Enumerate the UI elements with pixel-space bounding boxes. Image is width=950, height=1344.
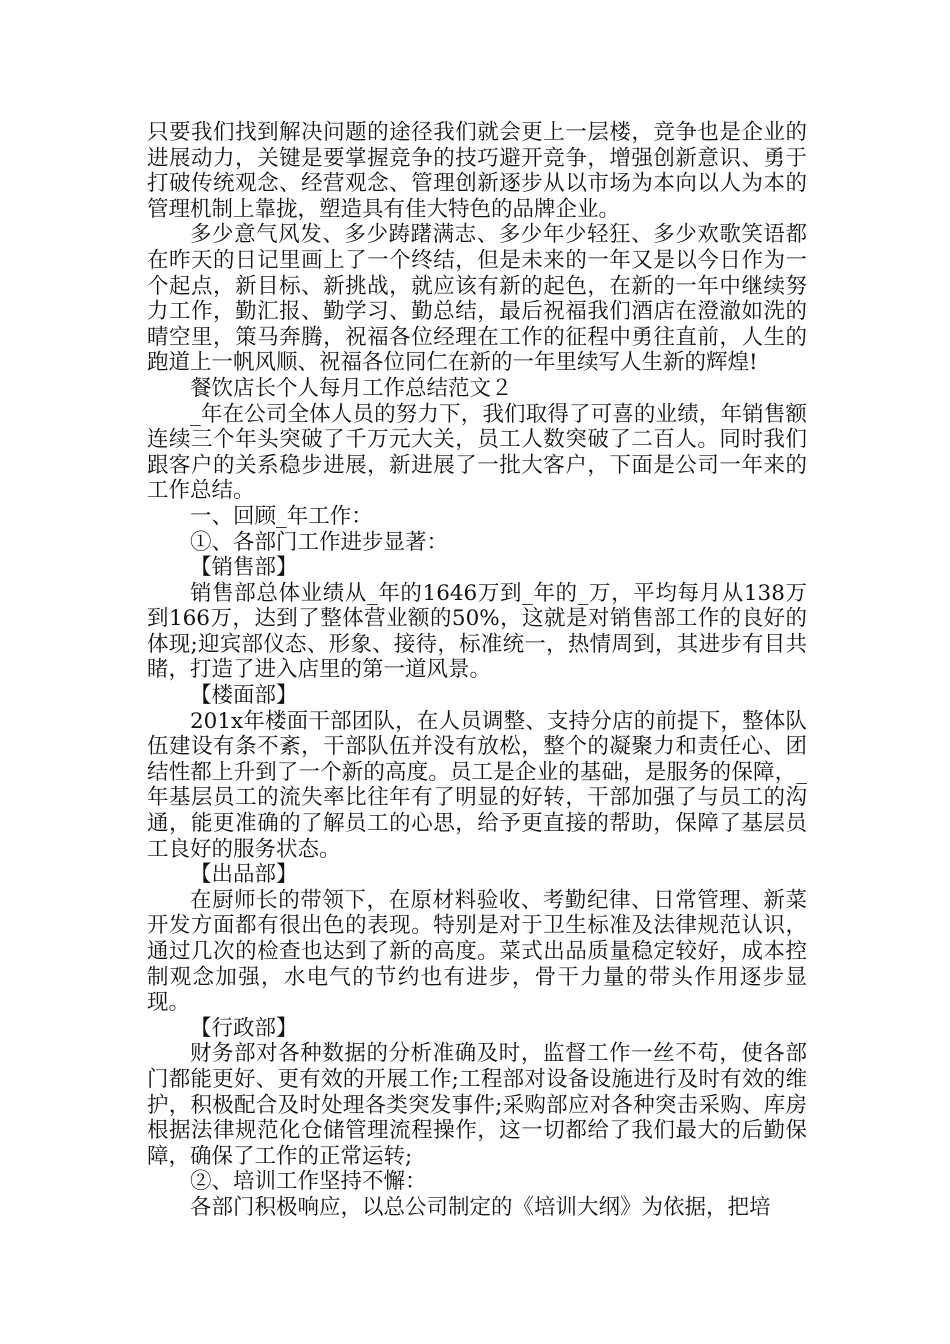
paragraph-annual-intro: _年在公司全体人员的努力下，我们取得了可喜的业绩，年销售额连续三个年头突破了千万元大关，员工人数突破了二百人。同时我们跟客户的关系稳步进展，新进展了一批大客户，下面是公司一年来的工作总结。	[147, 401, 807, 504]
dept-heading-floor: 【楼面部】	[190, 683, 298, 709]
paragraph-new-year-wishes: 多少意气风发、多少踌躇满志、多少年少轻狂、多少欢歌笑语都在昨天的日记里画上了一个终结，但是未来的一年又是以今日作为一个起点，新目标、新挑战，就应该有新的起色，在新的一年中继续努力工作，勤汇报、勤学习、勤总结，最后祝福我们酒店在澄澈如洗的晴空里，策马奔腾，祝福各位经理在工作的征程中勇往直前，人生的跑道上一帆风顺、祝福各位同仁在新的一年里续写人生新的辉煌!	[147, 222, 807, 376]
document-page	[147, 120, 807, 1221]
paragraph-competition: 只要我们找到解决问题的途径我们就会更上一层楼，竞争也是企业的进展动力，关键是要掌握竞争的技巧避开竞争，增强创新意识、勇于打破传统观念、经营观念、管理创新逐步从以市场为本向以人为本的管理机制上靠拢，塑造具有佳大特色的品牌企业。	[147, 120, 807, 222]
subheading-departments: ①、各部门工作进步显著：	[190, 529, 449, 555]
paragraph-admin: 财务部对各种数据的分析准确及时，监督工作一丝不苟，使各部门都能更好、更有效的开展工作;工程部对设备设施进行及时有效的维护，积极配合及时处理各类突发事件;采购部应对各种突击采购、库房根据法律规范化仓储管理流程操作，这一切都给了我们最大的后勤保障，确保了工作的正常运转;	[147, 1041, 807, 1169]
dept-heading-kitchen: 【出品部】	[190, 862, 298, 888]
dept-heading-sales: 【销售部】	[190, 555, 298, 581]
subheading-training: ②、培训工作坚持不懈：	[190, 1169, 427, 1195]
paragraph-kitchen: 在厨师长的带领下，在原材料验收、考勤纪律、日常管理、新菜开发方面都有很出色的表现。特别是对于卫生标准及法律规范认识，通过几次的检查也达到了新的高度。菜式出品质量稳定较好，成本控制观念加强，水电气的节约也有进步，骨干力量的带头作用逐步显现。	[147, 887, 807, 1016]
article-title-2: 餐饮店长个人每月工作总结范文２	[190, 375, 513, 401]
dept-heading-admin: 【行政部】	[190, 1015, 298, 1041]
section-heading-review: 一、回顾_年工作：	[190, 503, 373, 529]
paragraph-training: 各部门积极响应，以总公司制定的《培训大纲》为依据，把培	[190, 1194, 771, 1220]
paragraph-floor: 201x年楼面干部团队，在人员调整、支持分店的前提下，整体队伍建设有条不紊，干部队伍并没有放松，整个的凝聚力和责任心、团结性都上升到了一个新的高度。员工是企业的基础，是服务的保障，_年基层员工的流失率比往年有了明显的好转，干部加强了与员工的沟通，能更准确的了解员工的心思，给予更直接的帮助，保障了基层员工良好的服务状态。	[147, 708, 807, 862]
paragraph-sales: 销售部总体业绩从_年的1646万到_年的_万，平均每月从138万到166万，达到了整体营业额的50%，这就是对销售部工作的良好的体现;迎宾部仪态、形象、接待，标准统一，热情周到，其进步有目共睹，打造了进入店里的第一道风景。	[147, 580, 807, 683]
